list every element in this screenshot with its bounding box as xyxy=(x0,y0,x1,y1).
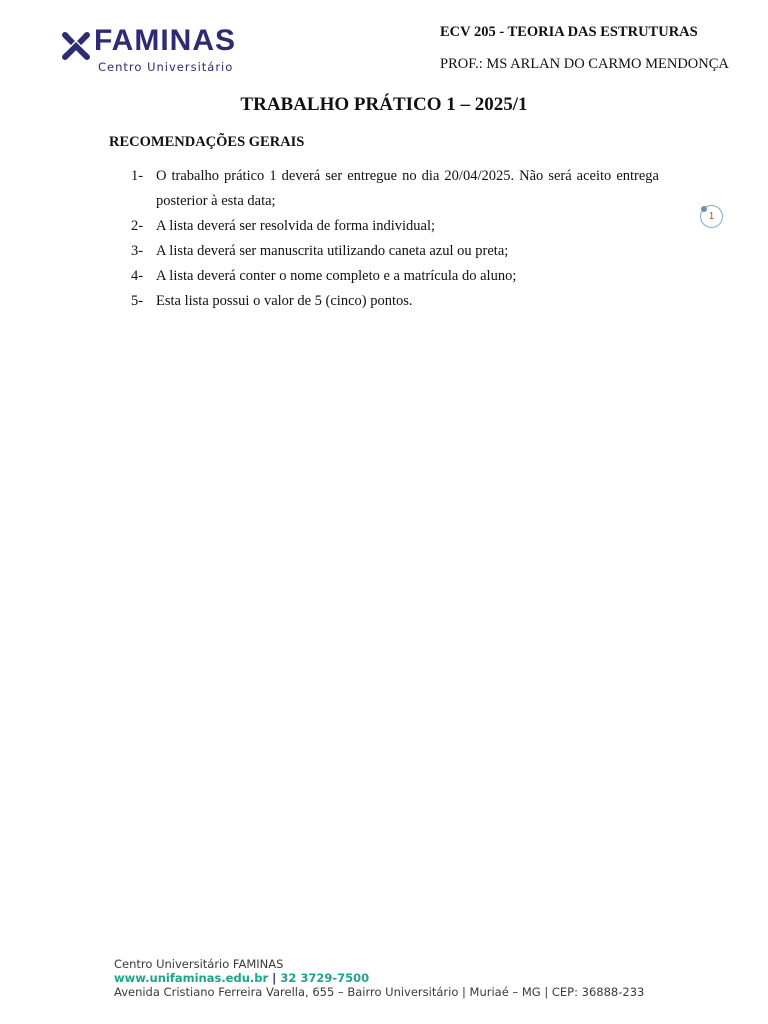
list-item-text: A lista deverá conter o nome completo e a matrícula do aluno; xyxy=(156,268,517,284)
list-item-text: A lista deverá ser manuscrita utilizando caneta azul ou preta; xyxy=(156,243,509,259)
footer-phone: 32 3729-7500 xyxy=(280,971,370,985)
list-item-text: O trabalho prático 1 deverá ser entregue no dia 20/04/2025. Não será aceito entrega posterior à esta data; xyxy=(156,168,659,209)
list-item-text: Esta lista possui o valor de 5 (cinco) pontos. xyxy=(156,293,413,309)
comment-count: 1 xyxy=(708,211,715,222)
list-item-text: A lista deverá ser resolvida de forma individual; xyxy=(156,218,436,234)
logo-name: FAMINAS xyxy=(94,24,236,57)
list-item-number: 1- xyxy=(131,168,144,184)
faminas-x-icon xyxy=(62,32,90,60)
list-item xyxy=(131,264,659,289)
list-item-number: 5- xyxy=(131,293,144,309)
footer-address: Avenida Cristiano Ferreira Varella, 655 – Bairro Universitário | Muriaé – MG | CEP: 36888-233 xyxy=(114,985,645,999)
logo-subtitle: Centro Universitário xyxy=(98,60,234,74)
page-footer xyxy=(114,957,644,999)
list-item xyxy=(131,239,659,264)
footer-contact-line xyxy=(114,971,644,985)
recommendations-list xyxy=(131,164,659,314)
list-item-number: 4- xyxy=(131,268,144,284)
footer-separator: | xyxy=(268,971,281,985)
list-item-number: 3- xyxy=(131,243,144,259)
page-title: TRABALHO PRÁTICO 1 – 2025/1 xyxy=(240,94,528,115)
professor-name: PROF.: MS ARLAN DO CARMO MENDONÇA xyxy=(440,56,729,72)
footer-institution: Centro Universitário FAMINAS xyxy=(114,957,284,971)
faminas-logo xyxy=(62,24,262,78)
list-item xyxy=(131,289,659,314)
footer-website-link[interactable]: www.unifaminas.edu.br xyxy=(114,971,269,985)
list-item xyxy=(131,214,659,239)
course-title: ECV 205 - TEORIA DAS ESTRUTURAS xyxy=(440,24,698,40)
list-item xyxy=(131,164,659,214)
section-heading: RECOMENDAÇÕES GERAIS xyxy=(109,134,305,150)
list-item-number: 2- xyxy=(131,218,144,234)
comment-anchor-dot xyxy=(701,206,707,212)
